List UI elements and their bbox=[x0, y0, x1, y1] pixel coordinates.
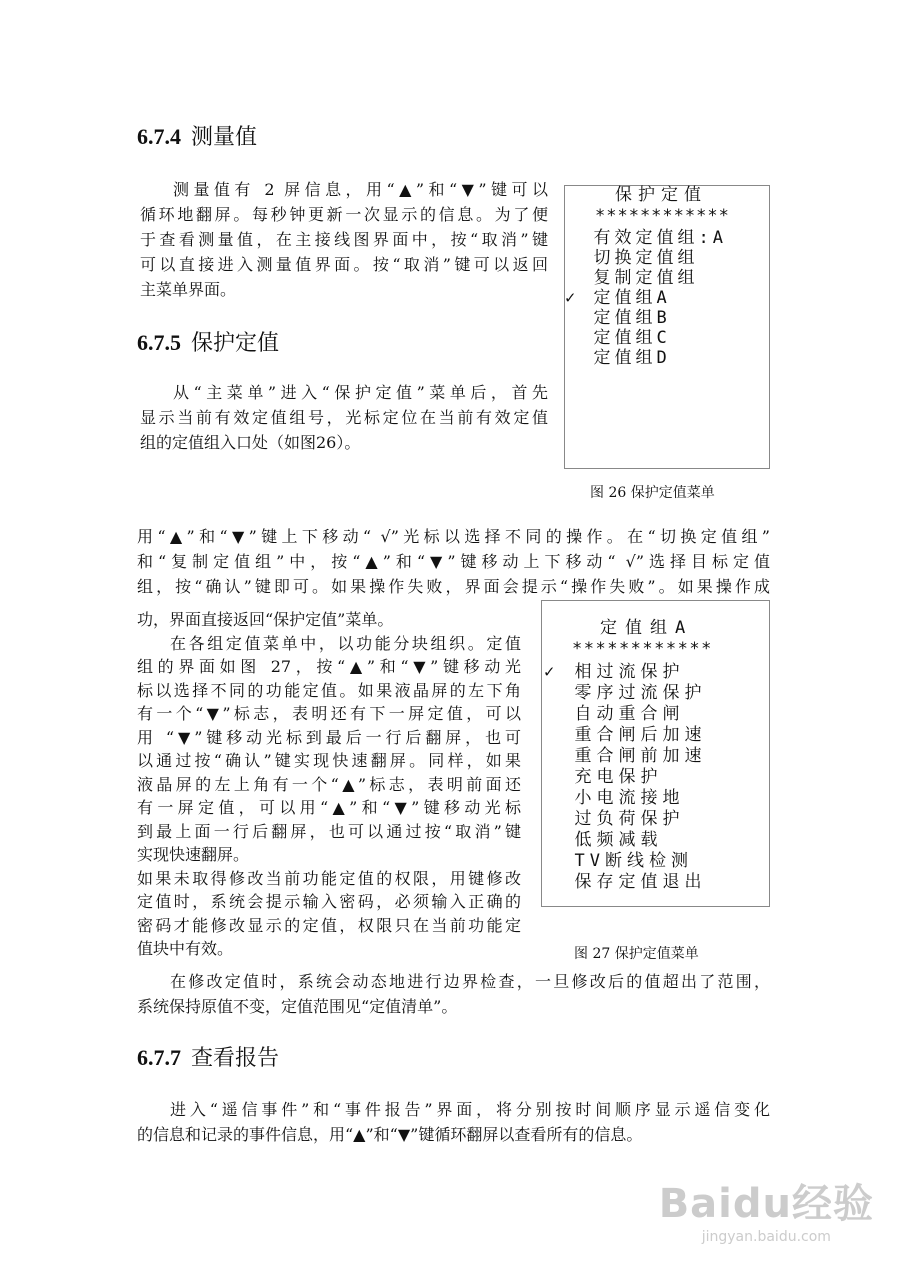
text-line: 可以直接进入测量值界面。按“取消”键可以返回 bbox=[140, 255, 548, 274]
menu-item: 充电保护 bbox=[544, 767, 663, 787]
menu-item: 复制定值组 bbox=[565, 268, 699, 288]
section-number: 6.7.7 bbox=[137, 1045, 181, 1070]
text-line: 用“▲”和“▼”键上下移动“ √”光标以选择不同的操作。在“切换定值组” bbox=[137, 527, 770, 546]
text-line: 在修改定值时，系统会动态地进行边界检查，一旦修改后的值超出了范围， bbox=[170, 972, 770, 991]
text-line: 从“主菜单”进入“保护定值”菜单后，首先 bbox=[173, 383, 548, 402]
text-line: 到最上面一行后翻屏，也可以通过按“取消”键 bbox=[137, 822, 521, 841]
watermark bbox=[659, 1172, 874, 1245]
text-line: 系统保持原值不变，定值范围见“定值清单”。 bbox=[137, 997, 458, 1016]
text-line: 有一个“▼”标志，表明还有下一屏定值，可以 bbox=[137, 704, 521, 723]
menu-item: 自动重合闸 bbox=[544, 704, 685, 724]
section-title: 测量值 bbox=[191, 124, 258, 149]
text-line: 循环地翻屏。每秒钟更新一次显示的信息。为了便 bbox=[140, 205, 548, 224]
section-heading-677 bbox=[137, 1041, 279, 1072]
section-title: 查看报告 bbox=[191, 1045, 280, 1070]
section-number: 6.7.4 bbox=[137, 124, 181, 149]
menu-item: 重合闸后加速 bbox=[544, 725, 707, 745]
text-line: 和“复制定值组”中，按“▲”和“▼”键移动上下移动“ √”选择目标定值 bbox=[137, 552, 770, 571]
menu-item: 切换定值组 bbox=[565, 248, 699, 268]
text-line: 定值时，系统会提示输入密码，必须输入正确的 bbox=[137, 892, 521, 911]
text-line: 液晶屏的左上角有一个“▲”标志，表明前面还 bbox=[137, 775, 521, 794]
menu-item: 小电流接地 bbox=[544, 788, 685, 808]
menu-item: 定值组D bbox=[565, 348, 671, 368]
text-line: 于查看测量值，在主接线图界面中，按“取消”键 bbox=[140, 230, 548, 249]
menu-title: 保护定值 bbox=[615, 185, 707, 205]
section-heading-675 bbox=[137, 326, 279, 357]
menu-item: 重合闸前加速 bbox=[544, 746, 707, 766]
figure-26-caption: 图 26 保护定值菜单 bbox=[590, 485, 715, 501]
menu-item: TV断线检测 bbox=[544, 851, 693, 871]
text-line: 在各组定值菜单中，以功能分块组织。定值 bbox=[170, 634, 521, 653]
menu-item: ✓ 相过流保护 bbox=[544, 662, 685, 682]
section-heading-674 bbox=[137, 120, 257, 151]
text-line: 组的界面如图 27，按“▲”和“▼”键移动光 bbox=[137, 657, 521, 676]
menu-item: 零序过流保护 bbox=[544, 683, 707, 703]
text-line: 实现快速翻屏。 bbox=[137, 845, 250, 864]
menu-stars: ************ bbox=[595, 206, 730, 226]
text-line: 标以选择不同的功能定值。如果液晶屏的左下角 bbox=[137, 681, 521, 700]
section-title: 保护定值 bbox=[191, 330, 280, 355]
menu-item: ✓ 定值组A bbox=[565, 288, 671, 308]
section-number: 6.7.5 bbox=[137, 330, 181, 355]
menu-item: 定值组C bbox=[565, 328, 671, 348]
text-line: 以通过按“确认”键实现快速翻屏。同样，如果 bbox=[137, 751, 521, 770]
menu-item: 低频减载 bbox=[544, 830, 663, 850]
watermark-logo: Baidu经验 bbox=[658, 1181, 874, 1227]
text-line: 用 “▼”键移动光标到最后一行后翻屏，也可 bbox=[137, 728, 521, 747]
text-line: 组，按“确认”键即可。如果操作失败，界面会提示“操作失败”。如果操作成 bbox=[137, 577, 770, 596]
text-line: 功，界面直接返回“保护定值”菜单。 bbox=[137, 610, 394, 629]
menu-stars: ************ bbox=[572, 639, 713, 659]
menu-item: 有效定值组:A bbox=[565, 228, 727, 248]
text-line: 如果未取得修改当前功能定值的权限，用键修改 bbox=[137, 869, 521, 888]
text-line: 组的定值组入口处（如图26）。 bbox=[140, 433, 361, 452]
text-line: 密码才能修改显示的定值，权限只在当前功能定 bbox=[137, 916, 521, 935]
text-line: 进入“遥信事件”和“事件报告”界面，将分别按时间顺序显示遥信变化 bbox=[170, 1100, 770, 1119]
text-line: 主菜单界面。 bbox=[140, 280, 237, 299]
figure-27-menu bbox=[541, 600, 770, 907]
menu-title: 定值组A bbox=[600, 618, 694, 638]
menu-item: 定值组B bbox=[565, 308, 671, 328]
text-line: 显示当前有效定值组号，光标定位在当前有效定值 bbox=[140, 408, 548, 427]
figure-26-menu bbox=[564, 185, 770, 469]
text-line: 测量值有 2 屏信息，用“▲”和“▼”键可以 bbox=[173, 180, 548, 199]
menu-item: 过负荷保护 bbox=[544, 809, 685, 829]
text-line: 值块中有效。 bbox=[137, 939, 234, 958]
text-line: 有一屏定值，可以用“▲”和“▼”键移动光标 bbox=[137, 798, 521, 817]
figure-27-caption: 图 27 保护定值菜单 bbox=[574, 946, 699, 962]
menu-item: 保存定值退出 bbox=[544, 872, 707, 892]
watermark-url: jingyan.baidu.com bbox=[701, 1229, 831, 1245]
text-line: 的信息和记录的事件信息，用“▲”和“▼”键循环翻屏以查看所有的信息。 bbox=[137, 1125, 643, 1144]
